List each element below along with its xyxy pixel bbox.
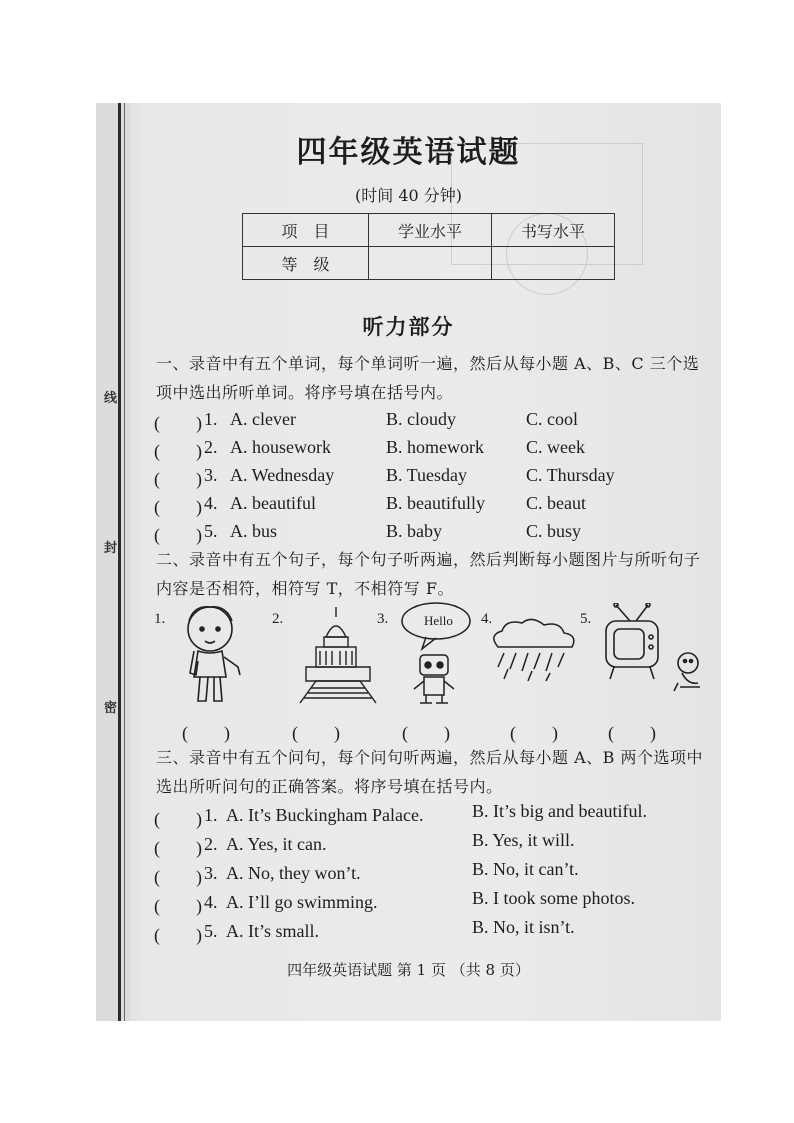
- option-c: C. Thursday: [526, 465, 615, 485]
- option-b: B. cloudy: [386, 409, 456, 429]
- binding-line-thin: [124, 103, 125, 1021]
- option-a: A. housework: [230, 437, 331, 457]
- answer-bracket[interactable]: ( ): [402, 723, 450, 743]
- option-a: A. No, they won’t.: [226, 863, 361, 883]
- option-c: C. cool: [526, 409, 578, 429]
- option-c: C. busy: [526, 521, 582, 541]
- option-a: A. It’s Buckingham Palace.: [226, 805, 424, 825]
- grade-input-academic[interactable]: [369, 247, 492, 280]
- picture-number: 3.: [377, 611, 389, 627]
- part1-instruction: 一、录音中有五个单词，每个单词听一遍，然后从每小题 A、B、C 三个选项中选出所听单词。将序号填在括号内。: [156, 354, 700, 402]
- question-number: 3.: [204, 863, 218, 883]
- answer-bracket[interactable]: ( ): [154, 809, 202, 829]
- answer-bracket[interactable]: ( ): [510, 723, 558, 743]
- grade-table-cell: 项 目: [243, 214, 369, 247]
- option-b: B. homework: [386, 437, 484, 457]
- picture-number: 1.: [154, 611, 166, 627]
- option-b: B. beautifully: [386, 493, 485, 513]
- option-a: A. bus: [230, 521, 278, 541]
- speech-bubble-text: Hello: [424, 613, 453, 628]
- grade-table-cell: 学业水平: [369, 214, 492, 247]
- answer-bracket[interactable]: ( ): [154, 867, 202, 887]
- grade-table-cell: 等 级: [243, 247, 369, 280]
- picture-number: 2.: [272, 611, 284, 627]
- page-footer: 四年级英语试题 第 1 页 （共 8 页）: [287, 961, 530, 979]
- option-b: B. No, it can’t.: [472, 859, 579, 879]
- rain-cloud-icon: [488, 617, 580, 683]
- option-a: A. clever: [230, 409, 296, 429]
- option-b: B. Tuesday: [386, 465, 468, 485]
- answer-bracket[interactable]: ( ): [154, 838, 202, 858]
- binding-mark-seal: 封: [104, 541, 118, 556]
- binding-mark-secret: 密: [104, 701, 118, 716]
- question-number: 3.: [204, 465, 218, 485]
- question-number: 2.: [204, 437, 218, 457]
- answer-bracket[interactable]: ( ): [154, 469, 202, 489]
- option-a: A. Yes, it can.: [226, 834, 327, 854]
- part3-instruction: 三、录音中有五个问句，每个问句听两遍，然后从每小题 A、B 两个选项中选出所听问句的正确答案。将序号填在括号内。: [156, 748, 703, 796]
- picture-number: 5.: [580, 611, 592, 627]
- option-a: A. It’s small.: [226, 921, 319, 941]
- boy-eating-icon: [180, 603, 246, 709]
- answer-bracket[interactable]: ( ): [608, 723, 656, 743]
- question-number: 2.: [204, 834, 218, 854]
- part2-instruction: 二、录音中有五个句子，每个句子听两遍，然后判断每小题图片与所听句子内容是否相符，相符写 T，不相符写 F。: [156, 550, 701, 598]
- option-c: C. beaut: [526, 493, 586, 513]
- question-number: 5.: [204, 521, 218, 541]
- option-c: C. week: [526, 437, 585, 457]
- section-heading: 听力部分: [362, 314, 455, 339]
- option-b: B. Yes, it will.: [472, 830, 575, 850]
- answer-bracket[interactable]: ( ): [154, 525, 202, 545]
- answer-bracket[interactable]: ( ): [182, 723, 230, 743]
- option-a: A. I’ll go swimming.: [226, 892, 378, 912]
- option-a: A. beautiful: [230, 493, 316, 513]
- capitol-building-icon: [296, 603, 382, 707]
- exam-title: 四年级英语试题: [296, 135, 521, 170]
- question-number: 4.: [204, 493, 218, 513]
- option-b: B. I took some photos.: [472, 888, 636, 908]
- question-number: 4.: [204, 892, 218, 912]
- binding-mark-line: 线: [104, 391, 118, 406]
- answer-bracket[interactable]: ( ): [154, 497, 202, 517]
- answer-bracket[interactable]: ( ): [292, 723, 340, 743]
- picture-number: 4.: [481, 611, 493, 627]
- tv-child-icon: [602, 603, 706, 699]
- option-a: A. Wednesday: [230, 465, 335, 485]
- question-number: 1.: [204, 409, 218, 429]
- exam-page: [96, 103, 721, 1021]
- grade-table-cell: 书写水平: [492, 214, 615, 247]
- answer-bracket[interactable]: ( ): [154, 925, 202, 945]
- option-b: B. No, it isn’t.: [472, 917, 575, 937]
- answer-bracket[interactable]: ( ): [154, 896, 202, 916]
- option-b: B. It’s big and beautiful.: [472, 801, 647, 821]
- answer-bracket[interactable]: ( ): [154, 441, 202, 461]
- grade-input-writing[interactable]: [492, 247, 615, 280]
- option-b: B. baby: [386, 521, 442, 541]
- exam-subtitle: (时间 40 分钟): [354, 186, 463, 205]
- question-number: 1.: [204, 805, 218, 825]
- question-number: 5.: [204, 921, 218, 941]
- grade-table: [242, 213, 615, 280]
- binding-line: [118, 103, 121, 1021]
- answer-bracket[interactable]: ( ): [154, 413, 202, 433]
